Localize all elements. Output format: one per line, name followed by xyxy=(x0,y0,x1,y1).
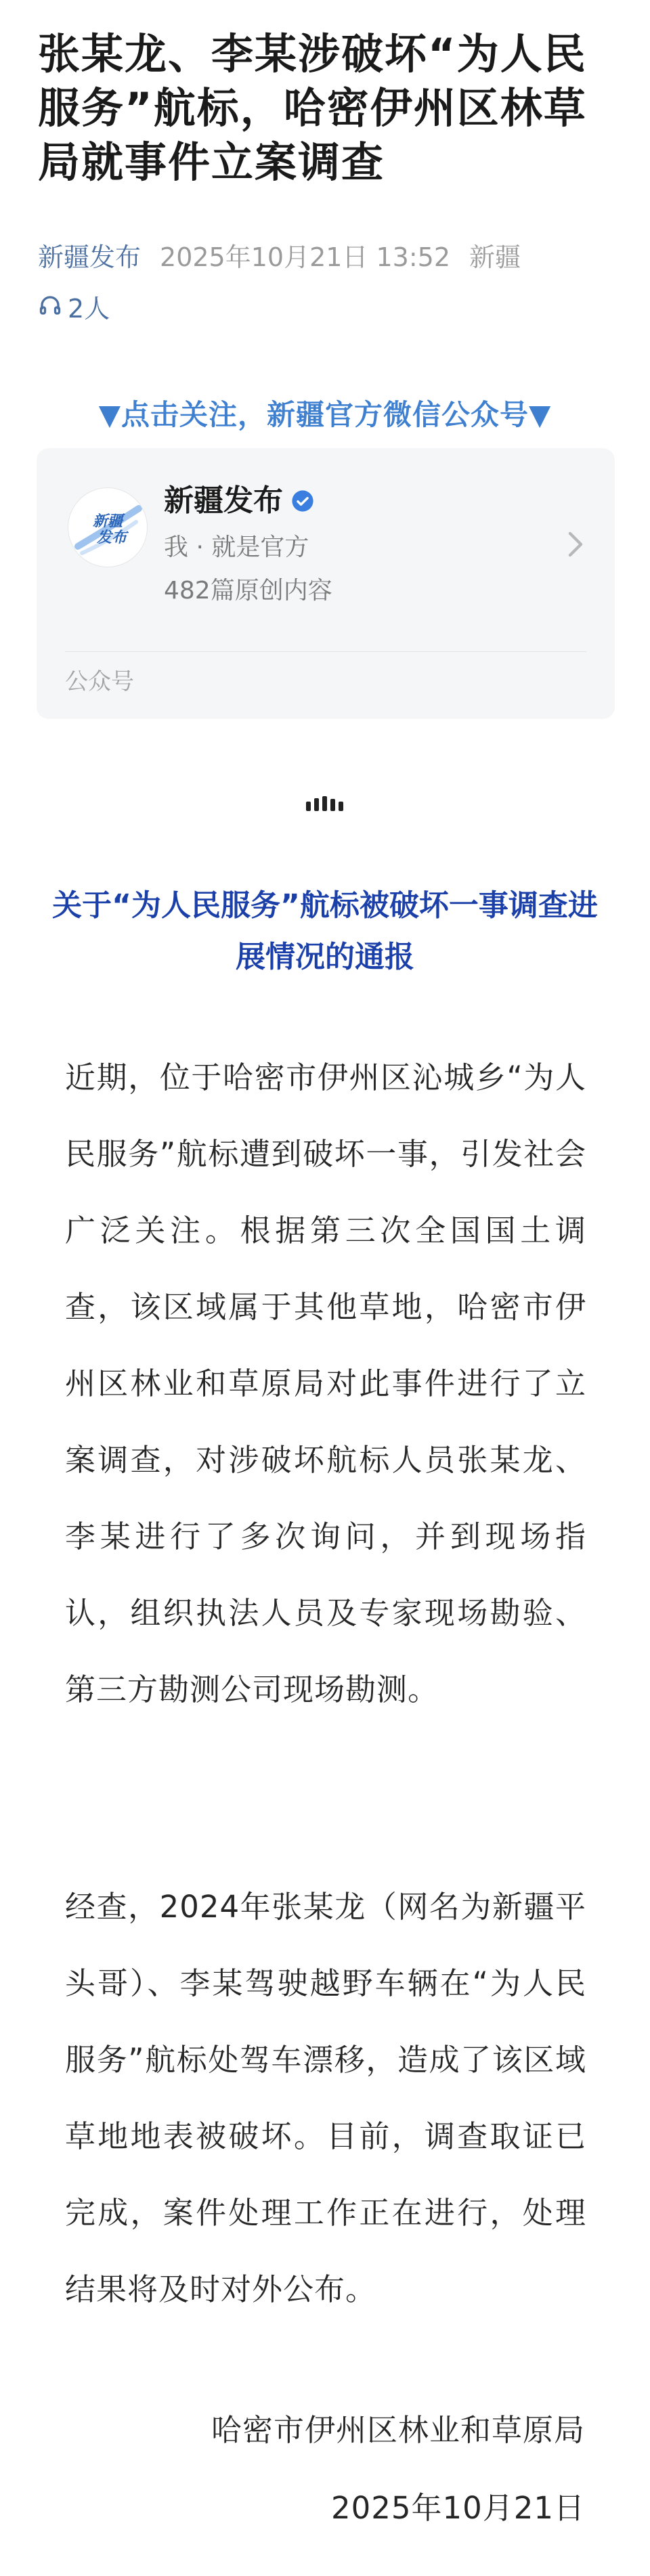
svg-text:新疆: 新疆 xyxy=(92,513,123,530)
listener-count: 2人 xyxy=(68,294,110,324)
account-slogan: 我 · 就是官方 xyxy=(164,533,309,561)
notice-paragraph: 近期，位于哈密市伊州区沁城乡“为人民服务”航标遭到破坏一事，引发社会广泛关注。根据第三次全国国土调查，该区域属于其他草地，哈密市伊州区林业和草原局对此事件进行了立案调查，对涉破坏航标人员张某龙、李某进行了多次询问，并到现场指认，组织执法人员及专家现场勘验、第三方勘测公司现场勘测。 xyxy=(65,1060,586,1707)
article-title: 张某龙、李某涉破坏“为人民服务”航标，哈密伊州区林草局就事件立案调查 xyxy=(38,29,587,187)
account-card[interactable] xyxy=(37,448,615,719)
follow-banner[interactable]: ▼点击关注，新疆官方微信公众号▼ xyxy=(98,398,552,431)
notice-paragraph: 经查，2024年张某龙（网名为新疆平头哥）、李某驾驶越野车辆在“为人民服务”航标处驾车漂移，造成了该区域草地地表被破坏。目前，调查取证已完成，案件处理工作正在进行，处理结果将及时对外公布。 xyxy=(65,1889,586,2307)
account-name-row xyxy=(164,481,314,521)
notice-signature-date: 2025年10月21日 xyxy=(330,2490,585,2526)
svg-text:发布: 发布 xyxy=(96,529,127,546)
account-name: 新疆发布 xyxy=(164,483,283,518)
notice-title: 关于“为人民服务”航标被破坏一事调查进展情况的通报 xyxy=(52,888,598,974)
headphones-icon xyxy=(38,290,68,328)
account-type-label: 公众号 xyxy=(65,668,134,695)
article-meta xyxy=(38,238,620,276)
notice-signature: 哈密市伊州区林业和草原局 xyxy=(211,2412,585,2448)
region-label: 新疆 xyxy=(469,242,521,272)
source-link[interactable]: 新疆发布 xyxy=(38,242,142,272)
verified-icon xyxy=(291,489,314,512)
loading-icon xyxy=(306,796,344,815)
listen-button[interactable] xyxy=(38,290,110,328)
account-logo xyxy=(68,487,148,567)
card-divider xyxy=(65,651,586,652)
publish-date: 2025年10月21日 13:52 xyxy=(160,242,451,272)
article-count: 482篇原创内容 xyxy=(164,577,332,605)
chevron-right-icon[interactable] xyxy=(566,529,585,562)
